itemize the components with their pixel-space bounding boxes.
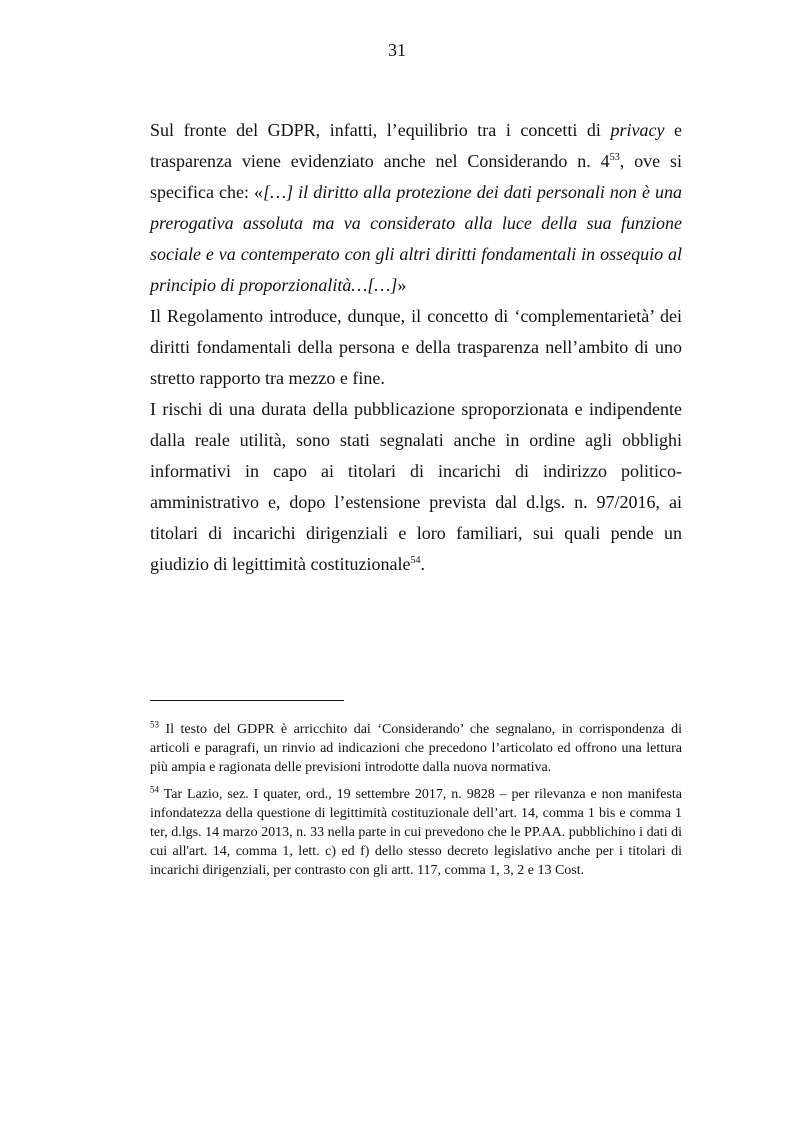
paragraph-rischi: [150, 394, 682, 580]
footnotes: [150, 720, 682, 888]
footnote-number: 54: [150, 784, 159, 795]
paragraph-gdpr: [150, 115, 682, 301]
paragraph-text: , ove si specifica che: «: [150, 151, 682, 202]
italic-term: privacy: [610, 120, 665, 140]
footnote-ref-54[interactable]: 54: [410, 555, 421, 566]
quotation: […] il diritto alla protezione dei dati personali non è una prerogativa assoluta ma va considerato alla luce della sua funzione sociale e va contemperato con gli altri diritti fondamentali in ossequio al principio di proporzionalità…[…]: [150, 182, 682, 295]
paragraph-text: Sul fronte del GDPR, infatti, l’equilibrio tra i concetti di: [150, 120, 611, 140]
paragraph-text: e trasparenza viene evidenziato anche nel Considerando n. 4: [150, 120, 682, 171]
footnote-53: [150, 720, 682, 777]
footnote-text: Tar Lazio, sez. I quater, ord., 19 settembre 2017, n. 9828 – per rilevanza e non manifesta infondatezza della questione di legittimità costituzionale dell’art. 14, comma 1 bis e comma 1 ter, d.lgs. 14 marzo 2013, n. 33 nella parte in cui prevedono che le PP.AA. pubblichino i dati di cui all'art. 14, comma 1, lett. c) ed f) dello stesso decreto legislativo anche per i titolari di incarichi dirigenziali, per contrasto con gli artt. 117, comma 1, 3, 2 e 13 Cost.: [150, 787, 683, 878]
footnote-number: 53: [150, 719, 159, 730]
page-number: 31: [388, 40, 406, 60]
footnote-54: [150, 785, 682, 880]
paragraph-regolamento: Il Regolamento introduce, dunque, il concetto di ‘complementarietà’ dei diritti fondamentali della persona e della trasparenza nell’ambito di uno stretto rapporto tra mezzo e fine.: [150, 306, 682, 388]
footnote-separator: [150, 700, 344, 701]
main-text: [150, 115, 682, 580]
footnote-ref-53[interactable]: 53: [609, 152, 620, 163]
paragraph-text: »: [397, 275, 407, 295]
footnote-text: Il testo del GDPR è arricchito dai ‘Considerando’ che segnalano, in corrispondenza di articoli e paragrafi, un rinvio ad indicazioni che precedono l’articolato ed offrono una lettura più ampia e ragionata delle previsioni introdotte dalla nuova normativa.: [150, 722, 683, 775]
paragraph-text: I rischi di una durata della pubblicazione sproporzionata e indipendente dalla reale utilità, sono stati segnalati anche in ordine agli obblighi informativi in capo ai titolari di incarichi di indirizzo politico-amministrativo e, dopo l’estensione prevista dal d.lgs. n. 97/2016, ai titolari di incarichi dirigenziali e loro familiari, sui quali pende un giudizio di legittimità costituzionale: [150, 399, 682, 574]
paragraph-text: .: [420, 554, 425, 574]
